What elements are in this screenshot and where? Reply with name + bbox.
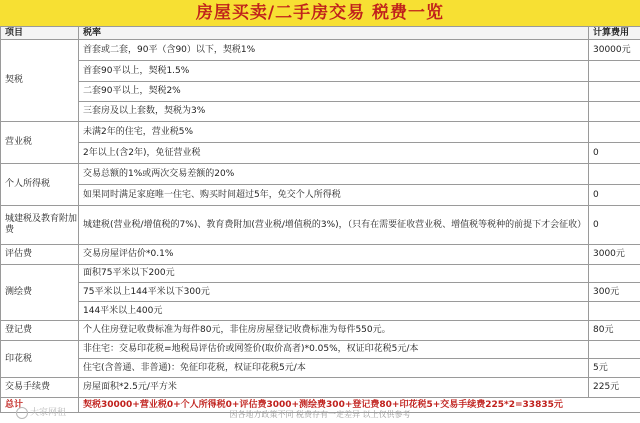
biz-rate-2: 2年以上(含2年)，免征营业税 xyxy=(79,143,589,164)
header-rate: 税率 xyxy=(79,27,589,40)
table-row xyxy=(1,283,640,302)
table-header-row xyxy=(1,27,640,40)
deed-rate-2: 首套90平以上，契税1.5% xyxy=(79,61,589,82)
city-label: 城建税及教育附加费 xyxy=(1,206,79,245)
fee-rate: 房屋面积*2.5元/平方米 xyxy=(79,378,589,398)
total-formula: 契税30000+营业税0+个人所得税0+评估费3000+测绘费300+登记费80+印花税5+交易手续费225*2=33835元 xyxy=(79,398,640,413)
stamp-calc: 5元 xyxy=(589,359,640,378)
table-row xyxy=(1,245,640,265)
total-label: 总计 xyxy=(1,398,79,413)
assess-label: 评估费 xyxy=(1,245,79,265)
survey-rate-3: 144平米以上400元 xyxy=(79,302,589,321)
table-row xyxy=(1,122,640,143)
empty-cell xyxy=(589,82,640,102)
table-row xyxy=(1,341,640,359)
empty-cell xyxy=(589,102,640,122)
deed-label: 契税 xyxy=(1,40,79,122)
table-row xyxy=(1,378,640,398)
table-row xyxy=(1,321,640,341)
tax-table xyxy=(0,26,640,413)
table-row xyxy=(1,40,640,61)
table-row xyxy=(1,82,640,102)
table-row xyxy=(1,102,640,122)
table-row xyxy=(1,302,640,321)
pit-rate-1: 交易总额的1%或两次交易差额的20% xyxy=(79,164,589,185)
deed-rate-1: 首套或二套，90平（含90）以下，契税1% xyxy=(79,40,589,61)
reg-label: 登记费 xyxy=(1,321,79,341)
survey-rate-1: 面积75平米以下200元 xyxy=(79,265,589,283)
reg-rate: 个人住房登记收费标准为每件80元，非住房房屋登记收费标准为每件550元。 xyxy=(79,321,589,341)
pit-calc: 0 xyxy=(589,185,640,206)
deed-rate-4: 三套房及以上套数，契税为3% xyxy=(79,102,589,122)
table-row xyxy=(1,164,640,185)
biz-calc: 0 xyxy=(589,143,640,164)
deed-calc: 30000元 xyxy=(589,40,640,61)
biz-label: 营业税 xyxy=(1,122,79,164)
header-calc: 计算费用 xyxy=(589,27,640,40)
biz-rate-1: 未满2年的住宅，营业税5% xyxy=(79,122,589,143)
assess-calc: 3000元 xyxy=(589,245,640,265)
pit-label: 个人所得税 xyxy=(1,164,79,206)
assess-rate: 交易房屋评估价*0.1% xyxy=(79,245,589,265)
empty-cell xyxy=(589,265,640,283)
fee-label: 交易手续费 xyxy=(1,378,79,398)
table-row xyxy=(1,265,640,283)
table-row xyxy=(1,143,640,164)
stamp-label: 印花税 xyxy=(1,341,79,378)
table-row xyxy=(1,185,640,206)
header-item: 项目 xyxy=(1,27,79,40)
empty-cell xyxy=(589,61,640,82)
table-row xyxy=(1,206,640,245)
footer-note: 因各地方政策不同 税费存有一定差异 以上仅供参考 xyxy=(229,410,411,419)
survey-label: 测绘费 xyxy=(1,265,79,321)
city-calc: 0 xyxy=(589,206,640,245)
survey-rate-2: 75平米以上144平米以下300元 xyxy=(79,283,589,302)
table-row xyxy=(1,359,640,378)
empty-cell xyxy=(589,341,640,359)
empty-cell xyxy=(589,302,640,321)
fee-calc: 225元 xyxy=(589,378,640,398)
empty-cell xyxy=(589,164,640,185)
city-rate: 城建税(营业税/增值税的7%)、教育费附加(营业税/增值税的3%)，（只有在需要征收营业税、增值税等税种的前提下才会征收） xyxy=(79,206,589,245)
stamp-rate-1: 非住宅：交易印花税=地税局评估价或网签价(取价高者)*0.05%，权证印花税5元/本 xyxy=(79,341,589,359)
empty-cell xyxy=(589,122,640,143)
page-title: 房屋买卖/二手房交易 税费一览 xyxy=(0,0,640,26)
watermark-text: 大家网租 xyxy=(30,408,67,418)
table-row xyxy=(1,61,640,82)
stamp-rate-2: 住宅(含普通、非普通)：免征印花税，权证印花税5元/本 xyxy=(79,359,589,378)
pit-rate-2: 如果同时满足家庭唯一住宅、购买时间超过5年，免交个人所得税 xyxy=(79,185,589,206)
survey-calc: 300元 xyxy=(589,283,640,302)
reg-calc: 80元 xyxy=(589,321,640,341)
deed-rate-3: 二套90平以上，契税2% xyxy=(79,82,589,102)
